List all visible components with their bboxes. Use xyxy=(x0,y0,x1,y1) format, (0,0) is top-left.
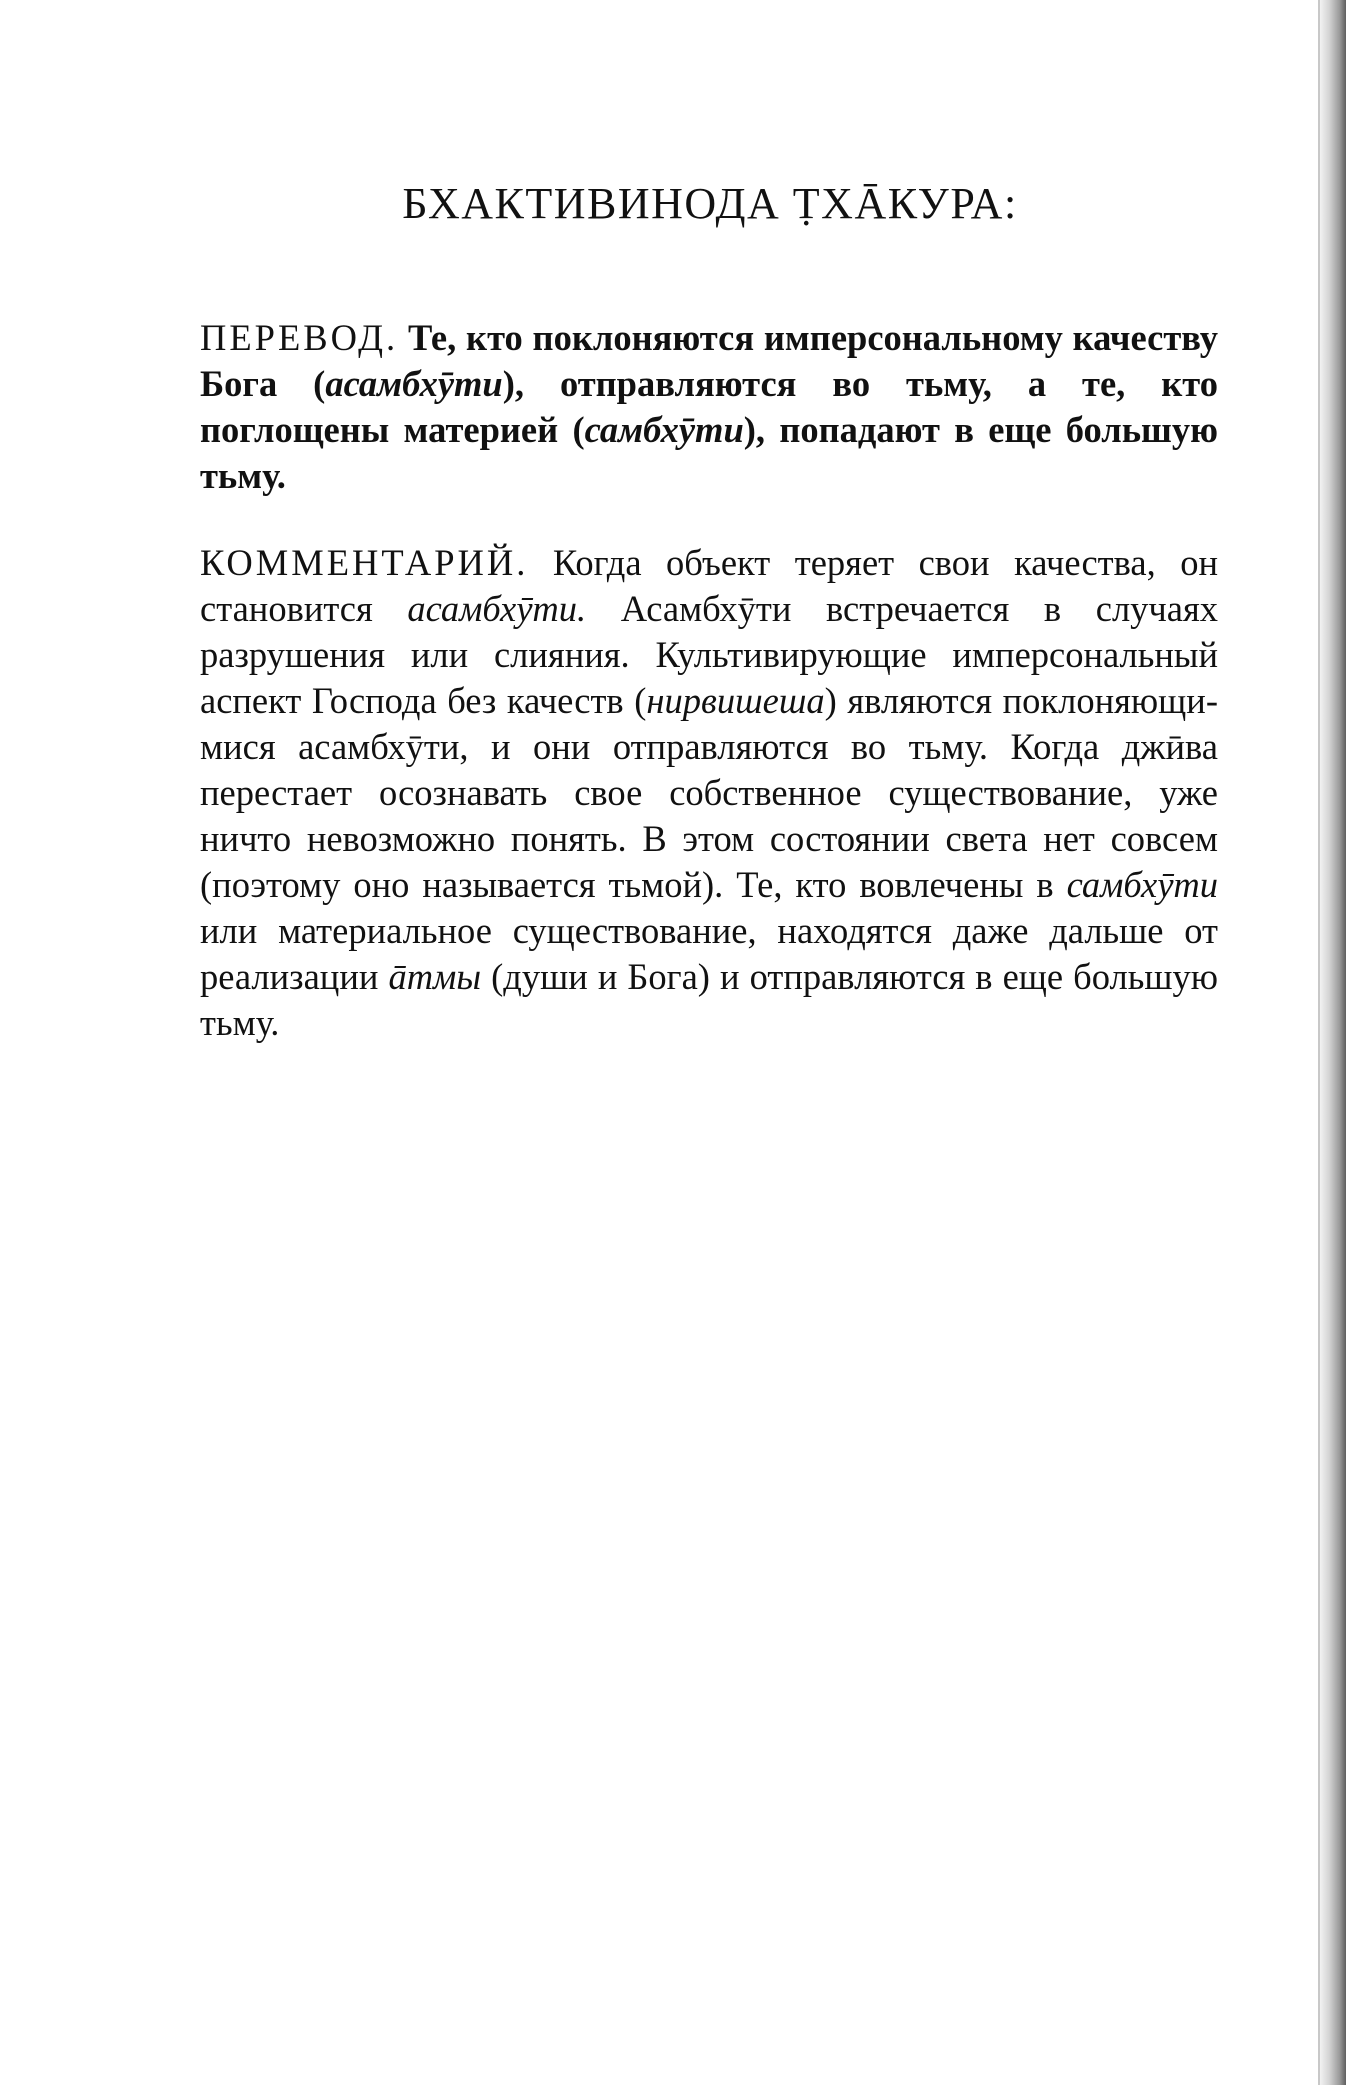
commentary-text-1: Когда объект теряет свои качества, он становится xyxy=(200,541,1218,629)
translation-paragraph xyxy=(200,315,1218,499)
commentary-text-5: (души и Бога) и отправляются в еще большую тьму. xyxy=(200,955,1218,1043)
commentary-term-sambhuti: самбхӯти xyxy=(1066,863,1218,905)
commentary-text-4: или материальное существование, находятся даже дальше от реализации xyxy=(200,909,1218,997)
commentary-term-nirvishesha: нирвишеша xyxy=(646,679,825,721)
translation-term-asambhuti: асамбхӯти xyxy=(325,362,503,404)
commentary-term-atma: āтмы xyxy=(388,955,482,997)
commentary-text-2: Асамбхӯти встречается в случаях разрушения или слияния. Культивирующие имперсональный аспект Господа без качеств ( xyxy=(200,587,1219,721)
translation-label: ПЕРЕВОД. xyxy=(200,316,399,358)
commentary-paragraph xyxy=(200,540,1218,1046)
commentary-label: КОММЕНТАРИЙ. xyxy=(200,541,529,583)
page-edge-shadow xyxy=(1320,0,1346,2085)
translation-text-2: ), отправляются во тьму, а те, кто поглощены материей ( xyxy=(200,362,1218,450)
translation-text-1: Те, кто поклоняются имперсональному качеству Бога ( xyxy=(200,316,1218,404)
commentary-term-asambhuti: асамбхӯти. xyxy=(407,587,587,629)
page-heading: БХАКТИВИНОДА ṬХĀКУРА: xyxy=(402,179,1018,228)
commentary-text-3: ) являются поклоняющимися асамбхӯти, и они отправляются во тьму. Когда джӣва перестает осознавать свое собственное существование, уже ничто невозможно понять. В этом состоянии света нет совсем (поэтому оно называется тьмой). Те, кто вовлечены в xyxy=(200,679,1218,905)
translation-term-sambhuti: самбхӯти xyxy=(584,408,744,450)
translation-text-3: ), попадают в еще большую тьму. xyxy=(200,408,1218,496)
